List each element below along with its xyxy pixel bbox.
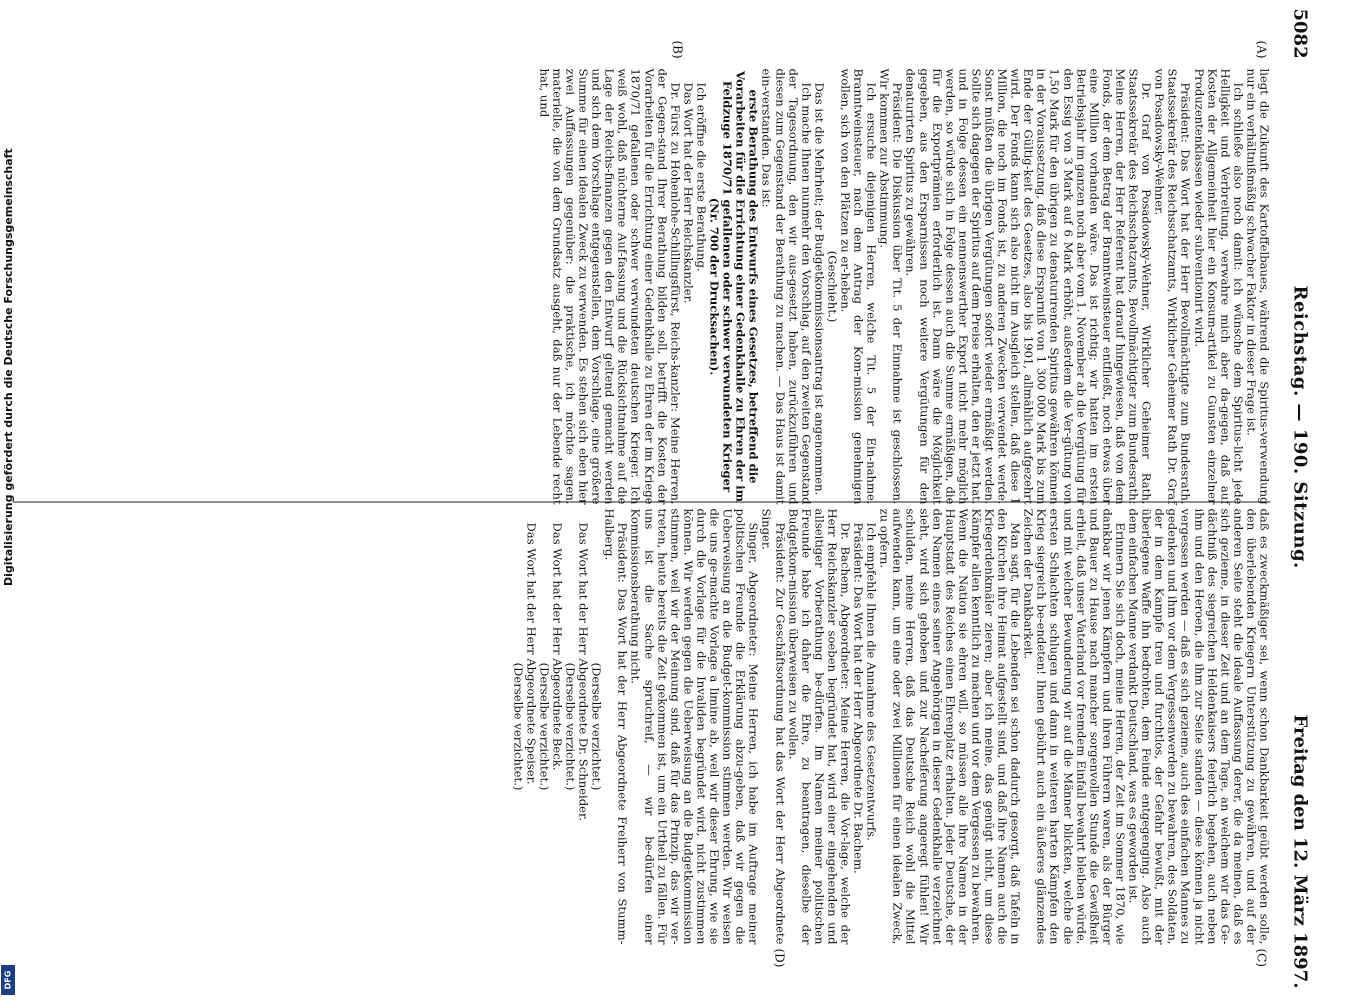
column-divider bbox=[13, 502, 1271, 503]
paragraph: Das Wort hat der Herr Reichskanzler. bbox=[681, 82, 696, 304]
paragraph: Ich eröffne die erste Berathung. bbox=[694, 82, 709, 272]
paragraph: daß es zweckmäßiger sei, wenn schon Dankbarkeit geübt werden solle, den überlebenden Kriegern Unterstützung zu gewähren, und auf der anderen Seite steht die ideale Auffassung derer, die da meinen, daß es sich gezieme, in dieser Zeit und an dem Tage, an welchem wir das Ge-dächtniß des siegreichen Heldenkaisers feierlich begehen, auch neben ihm und den Heroen, die ihm zur Seite standen — diese können ja nicht vergessen werden — daß es sich gezieme, auch des einfachen Mannes zu gedenken und ihm vor dem Vergessenwerden zu bewahren, des Soldaten, der in dem Kampfe treu und furchtlos, der Gefahr bewußt, mit der überlegene Waffe ihn bedrohten, dem Feinde entgegenging. Also auch dem einfachen Manne verdankt Deutschland, was es geworden ist. bbox=[1126, 508, 1272, 945]
margin-marker-b: (B) bbox=[670, 40, 685, 59]
dfg-logo-text: DFG bbox=[3, 970, 13, 990]
stage-direction: (Geschieht.) bbox=[825, 250, 840, 323]
rotated-page bbox=[0, 1, 1353, 1001]
paragraph: Das Wort hat der Herr Abgeordnete Speiser. bbox=[524, 522, 539, 785]
session-date: Freitag den 12. März 1897. bbox=[1289, 714, 1311, 989]
paragraph: Präsident: Zur Geschäftsordnung hat das Wort der Herr Abgeordnete Singer. bbox=[759, 508, 788, 945]
paragraph: Das Wort hat der Herr Abgeordnete Dr. Schneider. bbox=[576, 522, 591, 821]
paragraph: Ich schließe also noch damit: ich wünsche dem Spiritus-licht jede Helligkeit und Verbreitung, verwahre mich aber da-gegen, daß auf Kosten der Allgemeinheit hier ein Konsum-artikel zu Gunsten einzelner Produzentenklassen wieder subventionirt wird. bbox=[1192, 68, 1246, 505]
stage-direction: (Derselbe verzichtet.) bbox=[511, 662, 526, 791]
right-column bbox=[511, 509, 1270, 945]
paragraph: Singer, Abgeordneter: Meine Herren, ich habe im Auftrage meiner politischen Freunde die Erklärung abzu-geben, daß wir gegen die Ueberweisung an die Budget-kommission stimmen werden. Wir weisen die uns ge-machte Vorlage a limine ab, weil wir dieser Ehrung, wie sie durch die Vorlage für die Invaliden begründet wird, nicht zustimmen können. Wir werden gegen die Ueberweisung an die Budgetkommission stimmen, weil wir der Meinung sind, daß für das Prinzip, das wir ver-treten, heute bereits die Zeit gekommen ist, um ein Urtheil zu fällen. Für uns ist die Sache spruchreif, — wir be-dürfen einer Kommissionsberathung nicht. bbox=[629, 508, 761, 945]
paragraph: Erinnern Sie sich doch, meine Herren, der Zeit im Sommer 1870, wie dankbar wir jenen Kämpfern und ihren Führern waren, als der Bürger und Bauer zu Hause nach mancher sorgenvollen Stunde die Gewißheit erhielt, daß unser Vaterland vor fremdem Einfall bewahrt bleiben würde, und mit welcher Bewunderung wir auf die Männer blickten, welche die ersten Schlachten schlugen und dann in weiteren harten Kämpfen den Krieg siegreich be-endeten! Ihnen gebührt auch ein äußeres glänzendes Zeichen der Dankbarkeit. bbox=[1021, 508, 1128, 945]
credit-text: Digitalisierung gefördert durch die Deutsche Forschungsgemeinschaft bbox=[2, 148, 15, 586]
paragraph: Das ist die Mehrheit; der Budgetkommissionsantrag ist angenommen. bbox=[812, 82, 827, 496]
agenda-item: erste Berathung des Entwurfs eines Gesetzes, betreffend die Vorarbeiten für die Errichtung einer Gedenkhalle zu Ehren der im Feldzuge 1870/71 gefallenen oder schwer verwundeten Krieger (Nr. 700 der Drucksachen). bbox=[707, 71, 761, 502]
dfg-logo-icon bbox=[1, 965, 15, 995]
margin-marker-a: (A) bbox=[1254, 40, 1269, 59]
margin-marker-c: (C) bbox=[1254, 948, 1269, 968]
paragraph: Präsident: Das Wort hat der Herr Abgeordnete Freiherr von Stumm-Halberg. bbox=[602, 508, 630, 945]
paragraph: Das Wort hat der Herr Abgeordnete Beck. bbox=[550, 522, 565, 771]
paragraph: Dr. Fürst zu Hohenlohe-Schillingsfürst, Reichs-kanzler: Meine Herren, der Gegen-stand Ihrer Berathung bilden soll, betrifft die Kosten der Vorarbeiten für die Errichtung einer Gedenkhalle zu Ehren der im Kriege 1870/71 gefallenen oder schwer verwundeten deutschen Krieger. Ich weiß wohl, daß nüchterne Auf-fassung und die Rücksichtnahme auf die Lage der Reichs-finanzen gegen den Entwurf geltend gemacht werden und sich dem Vorschlage entgegenstellen, dem Vorschlage, eine größere Summe für einen idealen Zweck zu verwenden. Es stehen sich eben hier zwei Auffassungen gegenüber: die praktische, ich möchte sagen, materielle, die von dem Grundsatz ausgeht, daß nur der Lebende recht hat, und bbox=[537, 68, 683, 505]
paragraph: Ich ersuche diejenigen Herren, welche Tit. 5 der Ein-nahme, Branntweinsteuer, nach dem Antrag der Kom-mission genehmigen wollen, sich von den Plätzen zu er-heben. bbox=[838, 68, 879, 505]
dfg-credit bbox=[2, 148, 16, 612]
left-column bbox=[537, 69, 1270, 505]
page-header bbox=[1283, 1, 1323, 1001]
stage-direction: (Derselbe verzichtet.) bbox=[589, 662, 604, 791]
paragraph: Man sagt, für die Lebenden sei schon dadurch gesorgt, daß Tafeln in den Kirchen ihre Heimat aufgestellt sind, und daß ihre Namen auch die Kriegerdenkmäler zieren; aber ich meine, das genügt nicht, um diese Kämpfer allen kenntlich zu machen und vor dem Vergessen zu bewahren. Wenn die Nation sie ehren will, so müssen alle ihre Namen in der Hauptstadt des Reiches einen Ehrenplatz erhalten. Jeder Deutsche, der den Namen eines seiner Angehörigen in dieser Gedenkhalle verzeichnet sieht, wird sich gehoben und zur Nacheiferung angeregt fühlen! Wir schulden, meine Herren, daß das Deutsche Reich wohl die Mittel aufwenden kann, um eine oder zwei Millionen für einen idealen Zweck, zu opfern. bbox=[877, 508, 1023, 945]
margin-marker-d: (D) bbox=[772, 948, 787, 968]
paragraph: liegt die Zukunft des Kartoffelbaues, während die Spiritus-verwendung nur ein verhältnißmäßig schwacher Faktor in dieser Frage ist. bbox=[1244, 68, 1272, 505]
paragraph: Präsident: Das Wort hat der Herr Bevollmächtigte zum Bundesrath, Staatssekretär des Reichsschatzamts, Wirklicher Geheimer Rath Dr. Graf von Posadowsky-Wehner. bbox=[1152, 68, 1193, 505]
paragraph: Ich empfehle Ihnen die Annahme des Gesetzentwurfs. bbox=[864, 522, 879, 841]
paragraph: Ich mache Ihnen nunmehr den Vorschlag, auf den zweiten Gegenstand der Tagesordnung, den wir aus-gesetzt haben, zurückzuführen und diesen zum Gegenstand der Berathung zu machen. — Das Haus ist damit ein-verstanden. Das ist: bbox=[759, 68, 814, 505]
paragraph: Dr. Graf von Posadowsky-Wehner, Wirklicher Geheimer Rath, Staatssekretär des Reichsschatzamts, Bevollmächtigter zum Bundesrath: Meine Herren, der Herr Referent hat darauf hingewiesen, daß von dem Fonds, der dem Betrag der Branntweinsteuer entfließt, noch etwas über eine Million vorhanden wäre. Das ist richtig; wir hatten im ersten Betriebsjahr im ganzen noch aber vom 1. November ab die Vergütung für den Essig von 3 Mark auf 6 Mark erhöht, außerdem die Ver-gütung von 1,50 Mark für den übrigen zu denaturirenden Spiritus gewähren können in der Voraussetzung, daß diese Ersparniß von 1 300 000 Mark bis zum Ende der Gültig-keit des Gesetzes, also bis 1901, allmählich aufgezehrt wird. Der Fonds kann sich also nicht im Ausgleich stellen, daß diese 1 Million, die noch im Fonds ist, zu anderen Zwecken verwendet werde. Sonst müßten die übrigen Vergütungen sofort wieder ermäßigt werden. Sollte sich dagegen der Spiritus auf dem Preise erhalten, den er jetzt hat, und in Folge dessen ein nennenswerther Export nicht mehr möglich werden, so würde sich in Folge dessen auch die Summe ermäßigen, die für die Exportprämien erforderlich ist. Dann wäre die Möglichkeit gegeben, aus den Ersparnissen noch weitere Vergütungen für den denaturirten Spiritus zu gewähren. bbox=[903, 68, 1154, 505]
paragraph: Dr. Bachem, Abgeordneter: Meine Herren, die Vor-lage, welche der Herr Reichskanzler soeben begründet hat, wird einer eingehenden und allseitiger Vorberathung be-dürfen. Im Namen meiner politischen Freunde habe ich daher die Ehre, zu beantragen, dieselbe der Budgetkom-mission überweisen zu wollen. bbox=[786, 508, 853, 945]
session-title: Reichstag. — 190. Sitzung. bbox=[1289, 285, 1311, 569]
paragraph: Präsident: Die Diskussion über Tit. 5 der Einnahme ist geschlossen. Wir kommen zur Abstimmung. bbox=[877, 68, 905, 505]
stage-direction: (Derselbe verzichtet.) bbox=[537, 662, 552, 791]
page-number: 5082 bbox=[1289, 8, 1311, 59]
stage-direction: (Derselbe verzichtet.) bbox=[563, 662, 578, 791]
paragraph: Präsident: Das Wort hat der Herr Abgeordnete Dr. Bachem. bbox=[851, 522, 866, 874]
